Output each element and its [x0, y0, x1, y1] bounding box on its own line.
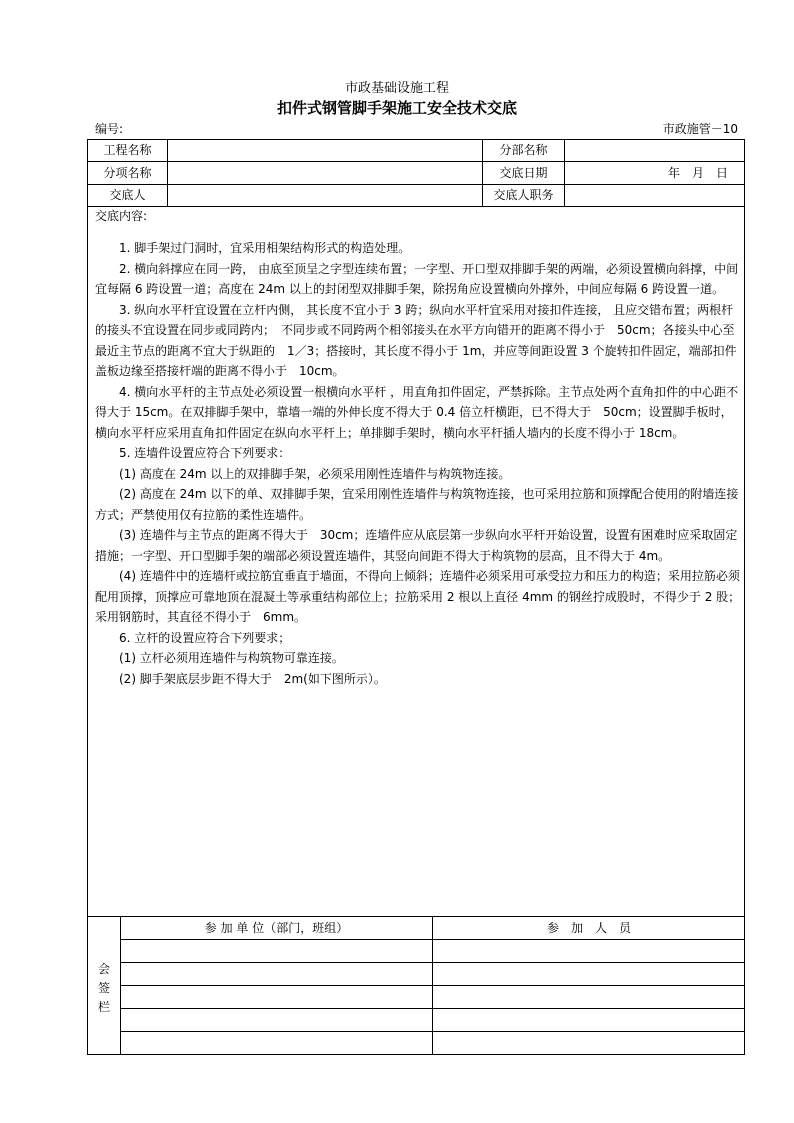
row-divider	[87, 206, 745, 207]
paragraph: (2) 高度在 24m 以下的单、双排脚手架，宜采用刚性连墙件与构筑物连接，也可采用拉筋和顶撑配合使用的附墙连接方式；严禁使用仅有拉筋的柔性连墙件。	[95, 487, 739, 522]
branch-name-label: 分部名称	[499, 143, 548, 157]
paragraph: 5. 连墙件设置应符合下列要求：	[119, 446, 291, 460]
org-header: 市政基础设施工程	[344, 81, 449, 96]
row-divider	[120, 962, 745, 963]
paragraph: 1. 脚手架过门洞时，宜采用相架结构形式的构造处理。	[119, 241, 411, 255]
content-body	[95, 238, 741, 689]
unit-header: 参 加 单 位（部门，班组）	[204, 921, 349, 935]
signoff-char: 签	[97, 981, 110, 995]
paragraph: 2. 横向斜撑应在同一跨， 由底至顶呈之字型连续布置；一字型、开口型双排脚手架的两端，必须设置横向斜撑，中间宜每隔 6 跨设置一道；高度在 24m 以上的封闭型双排脚手架，除拐角应设置横向外撑外，中间应每隔 6 跨设置一道。	[95, 261, 739, 296]
paragraph: (4) 连墙件中的连墙杆或拉筋宜垂直于墙面，不得向上倾斜；连墙件必须采用可承受拉力和压力的构造；采用拉筋必须配用顶撑，顶撑应可靠地顶在混凝土等承重结构部位上；拉筋采用 2 根以上直径 4mm 的钢丝拧成股时，不得少于 2 股；采用钢筋时，其直径不得小于 6mm。	[95, 569, 741, 624]
row-divider	[87, 184, 745, 185]
col-divider	[564, 139, 565, 206]
paragraph: 3. 纵向水平杆宜设置在立杆内侧， 其长度不宜小于 3 跨；纵向水平杆宜采用对接扣件连接， 且应交错布置；两根杆的接头不宜设置在同步或同跨内； 不同步或不同跨两个相邻接头在水平方向错开的距离不得小于 50cm；各接头中心至最近主节点的距离不宜大于纵距的 1／3；搭接时，其长度不得小于 1m，并应等间距设置 3 个旋转扣件固定，端部扣件盖板边缘至搭接杆端的距离不得小于 10cm。	[95, 302, 737, 378]
col-divider	[167, 139, 168, 206]
project-name-label: 工程名称	[103, 143, 152, 157]
document-title: 扣件式钢管脚手架施工安全技术交底	[276, 99, 517, 117]
form-number: 市政施管－10	[662, 122, 738, 136]
row-divider	[120, 1031, 745, 1032]
paragraph: 6. 立杆的设置应符合下列要求；	[119, 630, 291, 645]
code-label: 编号:	[95, 122, 124, 136]
row-divider	[120, 985, 745, 986]
signoff-char: 栏	[97, 1000, 110, 1014]
row-divider	[120, 1008, 745, 1009]
date-value: 年 月 日	[668, 166, 729, 180]
item-name-label: 分项名称	[103, 166, 152, 180]
paragraph: (3) 连墙件与主节点的距离不得大于 30cm；连墙件应从底层第一步纵向水平杆开始设置，设置有困难时应采取固定措施；一字型、开口型脚手架的端部必须设置连墙件，其竖向间距不得大于构筑物的层高，且不得大于 4m。	[95, 528, 738, 563]
paragraph: 4. 横向水平杆的主节点处必须设置一根横向水平杆 ，用直角扣件固定，严禁拆除。主节点处两个直角扣件的中心距不得大于 15cm。在双排脚手架中，靠墙一端的外伸长度不得大于 0.4 倍立杆横距，已不得大于 50cm；设置脚手板时，横向水平杆应采用直角扣件固定在纵向水平杆上；单排脚手架时，横向水平杆插人墙内的长度不得小于 18cm。	[95, 384, 739, 440]
date-label: 交底日期	[499, 166, 548, 180]
paragraph: (2) 脚手架底层步距不得大于 2m(如下图所示）。	[119, 671, 386, 686]
paragraph: (1) 高度在 24m 以上的双排脚手架，必须采用刚性连墙件与构筑物连接。	[119, 466, 511, 481]
row-divider	[120, 939, 745, 940]
discloser-label: 交底人	[109, 188, 146, 202]
content-label: 交底内容:	[95, 209, 148, 223]
signoff-char: 会	[97, 962, 110, 976]
staff-header: 参 加 人 员	[546, 921, 631, 935]
row-divider	[87, 161, 745, 162]
signoff-label	[88, 960, 120, 1017]
paragraph: (1) 立杆必须用连墙件与构筑物可靠连接。	[119, 651, 344, 665]
discloser-title-label: 交底人职务	[493, 188, 554, 202]
